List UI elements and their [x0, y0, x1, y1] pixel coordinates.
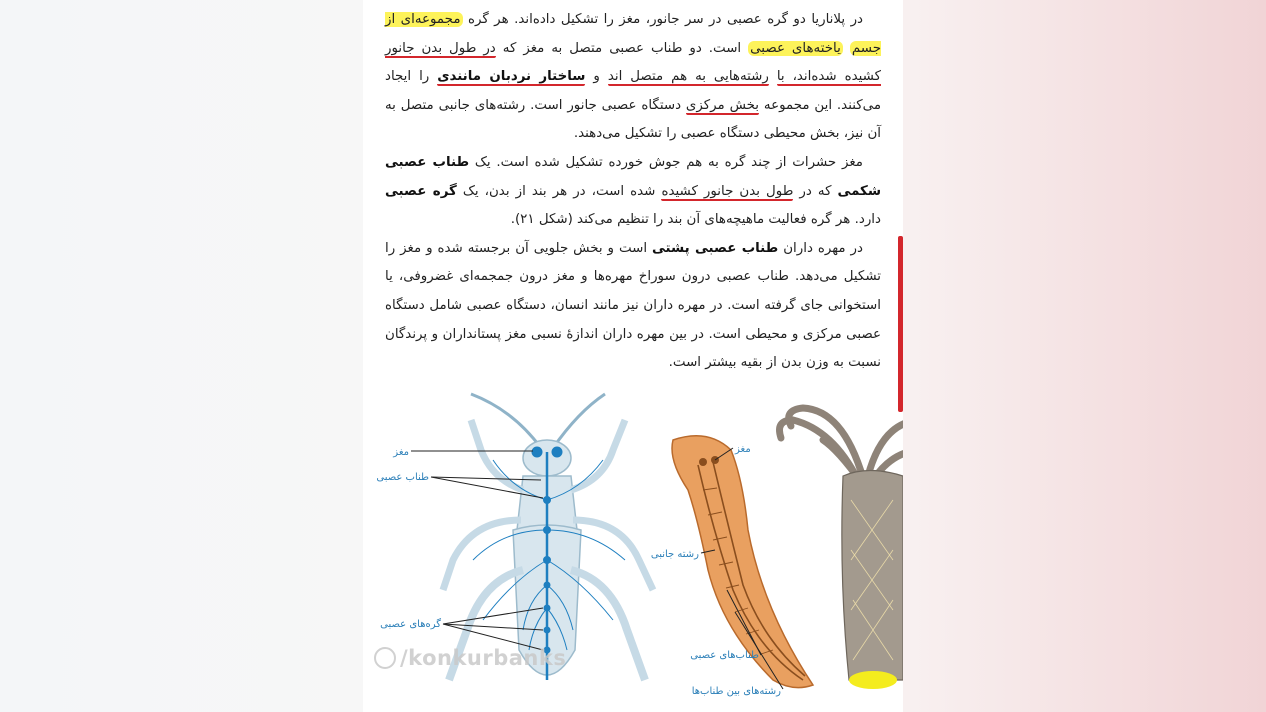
label-insect-brain: مغز — [393, 447, 409, 458]
underlined-text: طول بدن جانور کشیده — [661, 183, 794, 199]
text-run: در پلاناریا دو گره عصبی در سر جانور، مغز را تشکیل داده‌اند. هر گره — [462, 12, 863, 27]
watermark-text: /konkurbanks — [400, 646, 567, 670]
watermark — [374, 646, 566, 670]
bold-text: گره عصبی — [385, 183, 457, 199]
red-margin-mark — [898, 236, 903, 412]
bold-text: طناب عصبی پشتی — [651, 240, 779, 256]
label-insect-nerve-cord: طناب عصبی — [376, 472, 429, 483]
tentacled-animal-illustration — [780, 408, 904, 482]
text-body — [385, 6, 881, 378]
text-run: است. دو طناب عصبی متصل به مغز که — [495, 40, 749, 56]
underlined-text: بخش مرکزی — [685, 97, 760, 113]
text-run: که در — [793, 183, 838, 199]
tentacled-animal-body — [842, 471, 903, 681]
text-run: دستگاه عصبی جانور است. رشته‌های جانبی متصل به آن نیز، بخش محیطی دستگاه عصبی را تشکیل می‌دهند. — [385, 97, 881, 142]
underlined-text: رشته‌هایی به هم متصل اند — [607, 69, 769, 85]
highlighted-text: مجموعه‌ای از جسم — [385, 12, 881, 56]
text-run: را ایجاد می‌کنند. این مجموعه — [385, 69, 881, 113]
tentacled-animal-base-highlight — [849, 671, 897, 689]
paragraph-insects — [385, 149, 881, 235]
text-run: و — [585, 69, 608, 85]
label-insect-ganglia: گره‌های عصبی — [380, 619, 441, 630]
bold-underlined-text: ساختار نردبان مانندی — [437, 69, 586, 85]
text-run: دارد. هر گره فعالیت ماهیچه‌های آن بند را تنظیم می‌کند (شکل ۲۱). — [510, 212, 881, 228]
text-run: است و بخش جلویی آن برجسته شده و مغز را تشکیل می‌دهد. طناب عصبی درون سوراخ مهره‌ها و مغز درون جمجمه‌ای غضروفی، یا استخوانی جای گرفته است. در مهره داران نیز مانند انسان، دستگاه عصبی شامل دستگاه عصبی مرکزی و محیطی است. در بین مهره داران اندازهٔ نسبی مغز پستانداران و پرندگان نسبت به وزن بدن از بقیه بیشتر است. — [385, 240, 881, 371]
textbook-page — [363, 0, 903, 712]
paragraph-planaria — [385, 6, 881, 149]
paragraph-vertebrates — [385, 235, 881, 378]
label-planaria-lateral: رشته جانبی — [650, 549, 699, 560]
label-planaria-connectors: رشته‌های بین طناب‌ها — [691, 686, 781, 697]
text-run: در مهره داران — [778, 240, 863, 256]
label-planaria-brain: مغز — [735, 444, 751, 455]
text-run — [769, 69, 777, 84]
text-run: مغز حشرات از چند گره به هم جوش خورده تشکیل شده است. یک — [469, 154, 863, 170]
underlined-text: در طول بدن جانور کشیده شده‌اند، با — [385, 40, 881, 85]
watermark-logo-icon — [374, 647, 396, 669]
bold-text: طناب عصبی شکمی — [385, 154, 881, 199]
text-run — [843, 41, 850, 56]
text-run: شده است، در هر بند از بدن، یک — [456, 183, 662, 199]
label-planaria-cords: طناب‌های عصبی — [690, 650, 759, 661]
highlighted-text: یاخته‌های عصبی — [750, 40, 841, 56]
